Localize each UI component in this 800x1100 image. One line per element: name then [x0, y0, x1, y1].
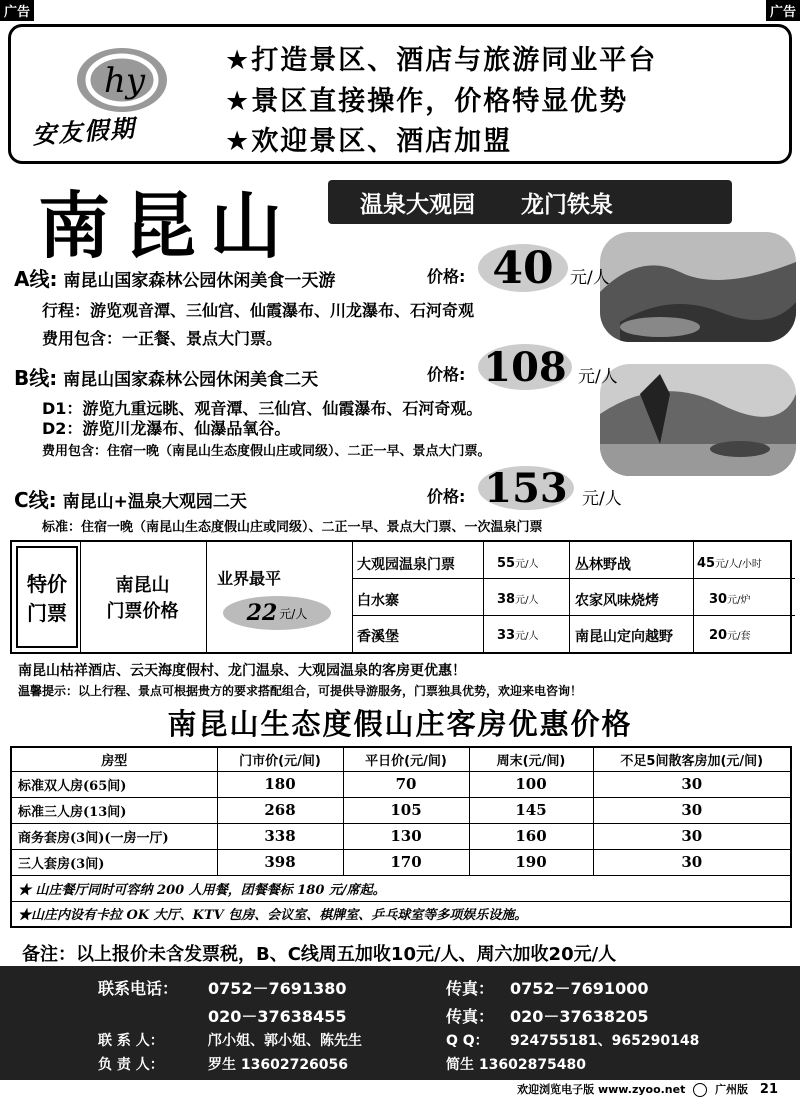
ticket-price-table	[10, 540, 792, 654]
contact-label: 联 系 人：	[98, 1033, 164, 1049]
ticket-item-price: 33元/人	[497, 628, 539, 643]
table-note: ★ 山庄餐厅同时可容纳 200 人用餐，团餐餐标 180 元/席起。	[11, 875, 791, 901]
line-c-name: 南昆山+温泉大观园二天	[62, 492, 247, 512]
ticket-item-price: 55元/人	[497, 556, 539, 571]
scenery-photo-2	[600, 364, 796, 476]
table-row: 标准双人房(65间) 180 70 100 30	[11, 771, 791, 797]
line-b-price-label: 价格:	[427, 365, 466, 384]
table-note-row	[11, 901, 791, 927]
fax-1: 0752－7691000	[510, 979, 649, 998]
room-price-table	[10, 746, 792, 928]
lowest-price-label: 业界最平	[217, 569, 282, 588]
line-a-price-unit: 元/人	[570, 268, 610, 288]
scenery-photo-1	[600, 232, 796, 342]
lowest-price-cell	[206, 542, 352, 652]
table-header-cell: 周末(元/间)	[469, 747, 593, 771]
table-row: 商务套房(3间)(一房一厅) 338 130 160 30	[11, 823, 791, 849]
table-note-row	[11, 875, 791, 901]
ticket-name-cell	[80, 542, 204, 652]
contact-names: 邝小姐、郭小姐、陈先生	[208, 1033, 362, 1049]
lowest-price-badge	[223, 596, 331, 630]
ad-tag-right: 广告	[766, 0, 800, 21]
edition-label: 广州版	[715, 1083, 749, 1096]
table-header-cell: 房型	[11, 747, 217, 771]
phone-1: 0752－7691380	[208, 979, 347, 998]
table-header-cell: 不足5间散客房加(元/间)	[593, 747, 791, 771]
line-b-day1: D1：游览九重远眺、观音潭、三仙宫、仙霞瀑布、石河奇观。	[42, 399, 483, 418]
price-footnote: 备注：以上报价未含发票税，B、C线周五加收10元/人、周六加收20元/人	[22, 944, 617, 965]
website-text: 欢迎浏览电子版 www.zyoo.net	[517, 1083, 686, 1096]
special-ticket-label-2: 门票	[27, 601, 67, 625]
ticket-item-name: 南昆山定向越野	[575, 629, 673, 645]
line-a-includes: 费用包含：一正餐、景点大门票。	[42, 329, 283, 348]
line-b-includes: 费用包含：住宿一晚（南昆山生态度假山庄或同级）、二正一早、景点大门票。	[42, 444, 491, 459]
manager-label: 负 责 人：	[98, 1057, 164, 1073]
svg-text:hy: hy	[104, 61, 146, 101]
line-b-name: 南昆山国家森林公园休闲美食二天	[63, 370, 319, 390]
ticket-item-price: 38元/人	[497, 592, 539, 607]
line-c-title	[14, 484, 247, 513]
line-a-price: 40	[478, 244, 568, 292]
ticket-item-price: 30元/炉	[709, 592, 751, 607]
phone-label: 联系电话：	[98, 979, 179, 998]
line-a-price-label: 价格:	[427, 267, 466, 286]
special-ticket-label	[16, 546, 78, 648]
phone-2: 020－37638455	[208, 1007, 347, 1026]
fax-label-2: 传真：	[446, 1007, 495, 1026]
line-c-price-label: 价格:	[427, 487, 466, 506]
qq-numbers: 924755181、965290148	[510, 1033, 700, 1049]
page-footer	[0, 1080, 800, 1100]
line-a-itinerary: 行程：游览观音潭、三仙宫、仙霞瀑布、川龙瀑布、石河奇观	[42, 301, 475, 320]
line-c-prefix: C线:	[14, 488, 57, 512]
line-a-prefix: A线:	[14, 267, 58, 291]
fax-label-1: 传真：	[446, 979, 495, 998]
publisher-icon	[693, 1083, 707, 1097]
ticket-item-name: 香溪堡	[357, 629, 399, 645]
ticket-name-1: 南昆山	[115, 575, 170, 596]
line-b-day2: D2：游览川龙瀑布、仙瀑品氧谷。	[42, 419, 291, 438]
line-a-title	[14, 263, 335, 292]
page-title: 南昆山	[38, 183, 297, 268]
ticket-item-name: 农家风味烧烤	[575, 593, 659, 609]
table-header-row	[11, 747, 791, 771]
line-b-price-unit: 元/人	[578, 367, 618, 387]
lowest-price-value: 22	[246, 600, 278, 626]
slogan-3: ★欢迎景区、酒店加盟	[225, 126, 513, 157]
line-b-prefix: B线:	[14, 366, 58, 390]
contact-block	[0, 966, 800, 1080]
table-row: 标准三人房(13间) 268 105 145 30	[11, 797, 791, 823]
manager-1: 罗生 13602726056	[208, 1057, 349, 1073]
line-c-standard: 标准：住宿一晚（南昆山生态度假山庄或同级）、二正一早、景点大门票、一次温泉门票	[42, 520, 543, 535]
ticket-item-price: 45元/人/小时	[697, 556, 762, 571]
table-header-cell: 平日价(元/间)	[343, 747, 469, 771]
special-ticket-label-1: 特价	[27, 572, 67, 596]
warm-tip: 温馨提示：以上行程、景点可根据贵方的要求搭配组合，可提供导游服务，门票独具优势，欢迎来电咨询！	[18, 684, 583, 698]
ticket-items-grid	[352, 542, 794, 652]
ticket-item-name: 丛林野战	[575, 557, 631, 573]
room-price-title: 南昆山生态度假山庄客房优惠价格	[167, 707, 633, 741]
company-logo-text: 安友假期	[31, 113, 138, 150]
table-row: 三人套房(3间) 398 170 190 30	[11, 849, 791, 875]
feature-banner	[328, 180, 732, 224]
ticket-item-price: 20元/套	[709, 628, 751, 643]
table-header-cell: 门市价(元/间)	[217, 747, 343, 771]
qq-label: Q Q：	[446, 1033, 489, 1049]
line-b-title	[14, 362, 318, 391]
banner-right: 龙门铁泉	[521, 191, 613, 218]
page-number: 21	[759, 1082, 778, 1097]
lowest-price-unit: 元/人	[279, 606, 308, 621]
line-c-price-unit: 元/人	[582, 489, 622, 509]
table-note: ★山庄内设有卡拉 OK 大厅、KTV 包房、会议室、棋牌室、乒乓球室等多项娱乐设施。	[11, 901, 791, 927]
hotel-notice: 南昆山枯祥酒店、云天海度假村、龙门温泉、大观园温泉的客房更优惠！	[18, 663, 466, 679]
ad-tag-left: 广告	[0, 0, 34, 21]
slogan-1: ★打造景区、酒店与旅游同业平台	[225, 45, 658, 76]
line-a-name: 南昆山国家森林公园休闲美食一天游	[63, 271, 336, 291]
ticket-item-name: 白水寨	[357, 593, 399, 609]
slogan-2: ★景区直接操作，价格特显优势	[225, 86, 629, 117]
ticket-name-2: 门票价格	[106, 601, 179, 622]
company-logo-icon	[72, 40, 172, 120]
manager-2: 简生 13602875480	[446, 1057, 587, 1073]
fax-2: 020－37638205	[510, 1007, 649, 1026]
line-b-price: 108	[478, 344, 572, 390]
banner-left: 温泉大观园	[360, 191, 475, 218]
ticket-item-name: 大观园温泉门票	[357, 557, 455, 573]
line-c-price: 153	[478, 466, 574, 510]
